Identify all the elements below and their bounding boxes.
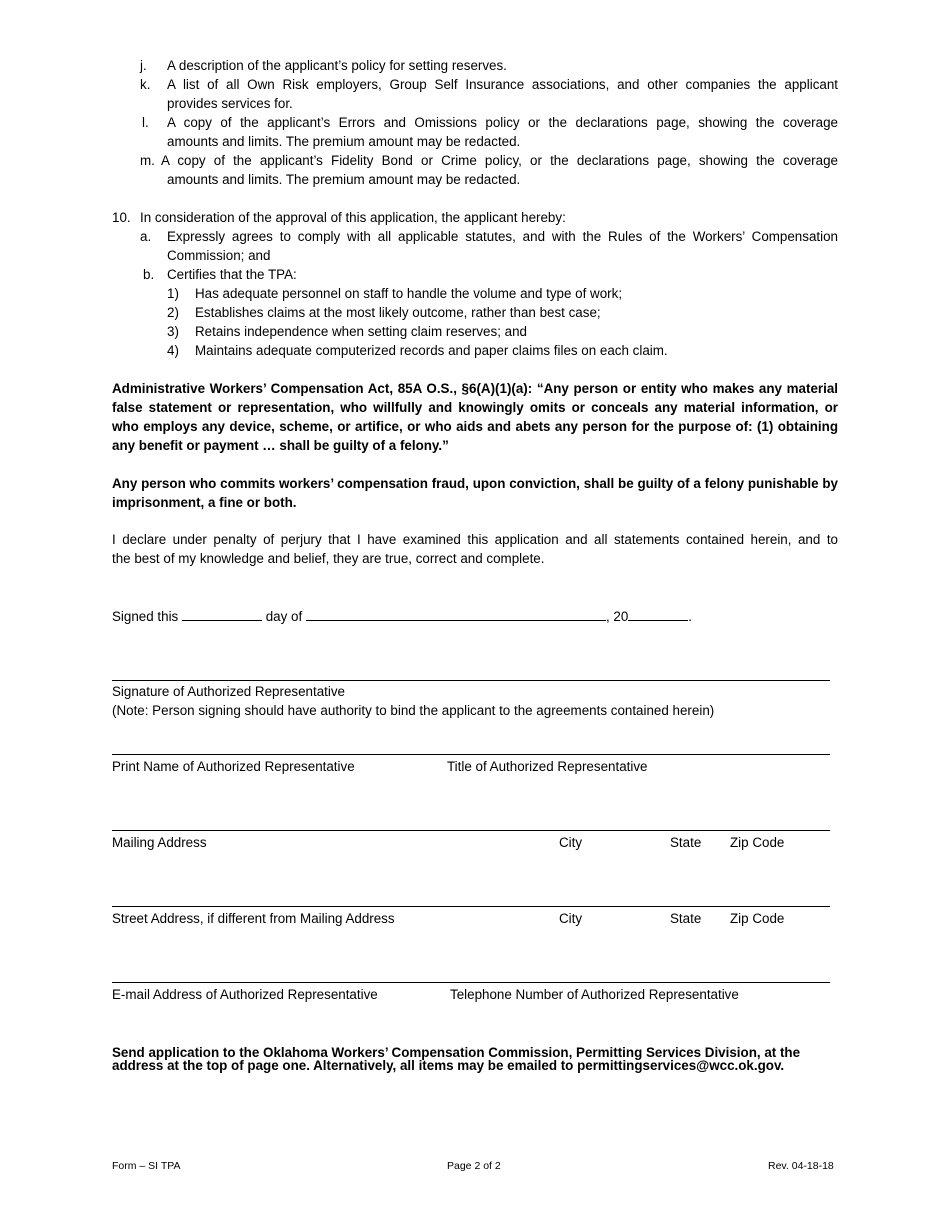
mailing-city-label: City bbox=[559, 835, 583, 850]
send-line-1: Send application to the Oklahoma Workers’ Compensation Commission, Permitting Services Division, at the bbox=[112, 1045, 801, 1060]
print-name-label: Print Name of Authorized Representative bbox=[112, 759, 355, 774]
sub-item-4-text: Maintains adequate computerized records and paper claims files on each claim. bbox=[195, 343, 668, 358]
print-name-line[interactable] bbox=[112, 754, 830, 755]
sub-item-1-text: Has adequate personnel on staff to handle the volume and type of work; bbox=[195, 286, 623, 301]
section-10a-marker: a. bbox=[140, 229, 152, 244]
item-m-line-2: amounts and limits. The premium amount may be redacted. bbox=[167, 172, 521, 187]
fraud-line-2: imprisonment, a fine or both. bbox=[112, 495, 297, 510]
item-k-line-1: A list of all Own Risk employers, Group Self Insurance associations, and other companies the applicant bbox=[167, 77, 838, 92]
day-of-label: day of bbox=[265, 609, 303, 624]
section-10b-text: Certifies that the TPA: bbox=[167, 267, 297, 282]
signature-line[interactable] bbox=[112, 680, 830, 681]
mailing-address-line[interactable] bbox=[112, 830, 830, 831]
section-10a-line-2: Commission; and bbox=[167, 248, 271, 263]
day-blank[interactable] bbox=[182, 606, 262, 621]
sub-item-3-num: 3) bbox=[167, 324, 179, 339]
item-l-line-1: A copy of the applicant’s Errors and Omissions policy or the declarations page, showing the coverage bbox=[167, 115, 838, 130]
email-label: E-mail Address of Authorized Representative bbox=[112, 987, 378, 1002]
title-label: Title of Authorized Representative bbox=[447, 759, 648, 774]
street-address-label: Street Address, if different from Mailing Address bbox=[112, 911, 395, 926]
mailing-zip-label: Zip Code bbox=[730, 835, 785, 850]
street-state-label: State bbox=[670, 911, 702, 926]
mailing-address-label: Mailing Address bbox=[112, 835, 207, 850]
month-blank[interactable] bbox=[306, 606, 606, 621]
year-blank[interactable] bbox=[628, 606, 688, 621]
item-m-marker: m. bbox=[140, 153, 155, 168]
sub-item-2-num: 2) bbox=[167, 305, 179, 320]
statute-line-1: Administrative Workers’ Compensation Act, 85A O.S., §6(A)(1)(a): “Any person or entity who makes any material bbox=[112, 381, 838, 396]
sub-item-1-num: 1) bbox=[167, 286, 179, 301]
item-k-line-2: provides services for. bbox=[167, 96, 293, 111]
mailing-state-label: State bbox=[670, 835, 702, 850]
fraud-line-1: Any person who commits workers’ compensation fraud, upon conviction, shall be guilty of a felony punishable by bbox=[112, 476, 838, 491]
section-10b-marker: b. bbox=[143, 267, 155, 282]
phone-label: Telephone Number of Authorized Representative bbox=[450, 987, 739, 1002]
signed-date-line bbox=[112, 606, 692, 626]
section-10a-line-1: Expressly agrees to comply with all applicable statutes, and with the Rules of the Workers’ Compensation bbox=[167, 229, 838, 244]
item-k-marker: k. bbox=[140, 77, 151, 92]
street-address-line[interactable] bbox=[112, 906, 830, 907]
statute-line-4: any benefit or payment … shall be guilty of a felony.” bbox=[112, 438, 449, 453]
signature-label: Signature of Authorized Representative bbox=[112, 684, 345, 699]
signature-note: (Note: Person signing should have authority to bind the applicant to the agreements contained herein) bbox=[112, 703, 715, 718]
footer-rev: Rev. 04-18-18 bbox=[768, 1160, 834, 1172]
declare-line-1: I declare under penalty of perjury that I have examined this application and all statements contained herein, and to bbox=[112, 532, 838, 547]
footer-form: Form – SI TPA bbox=[112, 1160, 181, 1172]
sub-item-4-num: 4) bbox=[167, 343, 179, 358]
street-city-label: City bbox=[559, 911, 583, 926]
signed-this-label: Signed this bbox=[112, 609, 179, 624]
item-l-line-2: amounts and limits. The premium amount may be redacted. bbox=[167, 134, 521, 149]
section-10-intro: In consideration of the approval of this application, the applicant hereby: bbox=[140, 210, 566, 225]
sub-item-2-text: Establishes claims at the most likely outcome, rather than best case; bbox=[195, 305, 601, 320]
item-j-line-1: A description of the applicant’s policy for setting reserves. bbox=[167, 58, 507, 73]
item-l-marker: l. bbox=[142, 115, 149, 130]
street-zip-label: Zip Code bbox=[730, 911, 785, 926]
sub-item-3-text: Retains independence when setting claim reserves; and bbox=[195, 324, 527, 339]
statute-line-3: who employs any device, scheme, or artifice, or who aids and abets any person for the purpose of: (1) obtaining bbox=[112, 419, 838, 434]
section-10-number: 10. bbox=[112, 210, 131, 225]
footer-page: Page 2 of 2 bbox=[447, 1160, 501, 1172]
item-m-line-1: A copy of the applicant’s Fidelity Bond or Crime policy, or the declarations page, showing the coverage bbox=[161, 153, 838, 168]
contact-line[interactable] bbox=[112, 982, 830, 983]
signed-period: . bbox=[688, 609, 693, 624]
year-prefix-label: , 20 bbox=[605, 609, 629, 624]
statute-line-2: false statement or representation, who willfully and knowingly omits or conceals any material information, or bbox=[112, 400, 838, 415]
declare-line-2: the best of my knowledge and belief, they are true, correct and complete. bbox=[112, 551, 545, 566]
send-line-2: address at the top of page one. Alternatively, all items may be emailed to permittingservices@wcc.ok.gov. bbox=[112, 1058, 785, 1073]
item-j-marker: j. bbox=[140, 58, 147, 73]
